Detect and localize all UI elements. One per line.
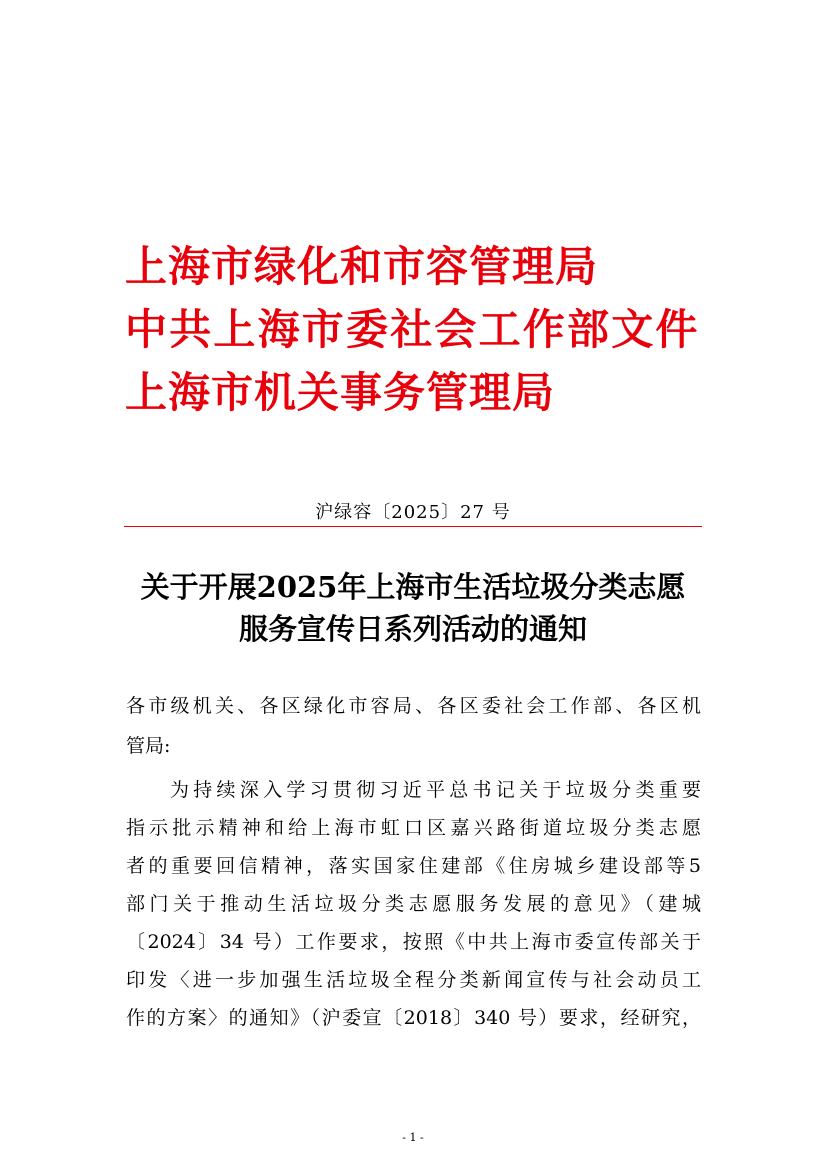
paragraph-line-2: 指示批示精神和给上海市虹口区嘉兴路街道垃圾分类志愿 bbox=[126, 817, 701, 839]
issuer-name-social-work-dept: 中共上海市委社会工作部文件 bbox=[125, 305, 700, 354]
notice-title-line-1: 关于开展2025年上海市生活垃圾分类志愿 bbox=[140, 570, 686, 604]
issuer-name-landscaping-bureau: 上海市绿化和市容管理局 bbox=[125, 242, 599, 291]
issuer-name-affairs-bureau: 上海市机关事务管理局 bbox=[125, 368, 556, 417]
paragraph-line-6: 印发〈进一步加强生活垃圾全程分类新闻宣传与社会动员工 bbox=[126, 969, 701, 991]
addressee-line-2: 管局: bbox=[126, 735, 171, 757]
paragraph-line-7: 作的方案〉的通知》（沪委宣〔2018〕340 号）要求，经研究， bbox=[126, 1007, 701, 1029]
paragraph-line-5: 〔2024〕34 号）工作要求，按照《中共上海市委宣传部关于 bbox=[126, 931, 701, 953]
paragraph-line-4: 部门关于推动生活垃圾分类志愿服务发展的意见》（建城 bbox=[126, 893, 701, 915]
document-number: 沪绿容〔2025〕27 号 bbox=[315, 502, 511, 523]
paragraph-line-1: 为持续深入学习贯彻习近平总书记关于垃圾分类重要 bbox=[170, 779, 701, 801]
addressee-line-1: 各市级机关、各区绿化市容局、各区委社会工作部、各区机 bbox=[126, 695, 701, 717]
red-separator-line bbox=[124, 526, 702, 527]
paragraph-line-3: 者的重要回信精神，落实国家住建部《住房城乡建设部等5 bbox=[126, 855, 701, 877]
page-number: - 1 - bbox=[402, 1131, 424, 1144]
notice-title-line-2: 服务宣传日系列活动的通知 bbox=[238, 612, 587, 646]
